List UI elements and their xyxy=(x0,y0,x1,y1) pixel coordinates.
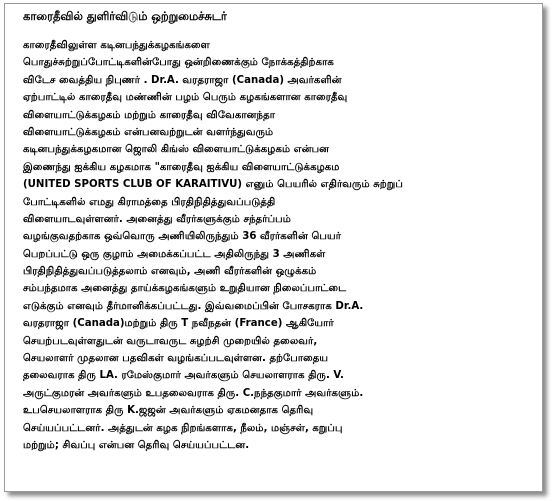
text-line: தலைவராக திரு LA. ரமேஸ்குமார் அவர்களும் செயலாளராக திரு. V. xyxy=(23,370,344,382)
text-line: விடேச வைத்திய நிபுணர் . Dr.A. வரதராஜா (Canada) அவர்களின் xyxy=(23,74,342,86)
text-line: உபசெயலாளராக திரு K.ஜஜன் அவர்களும் ஏகமனதாக தெரிவு xyxy=(23,405,314,417)
text-line: செயலாளர் முதலான பதவிகள் வழங்கப்படவுள்ளன. தற்போதைய xyxy=(23,353,329,365)
text-line: சம்பந்தமாக அனைத்து தாய்க்கழகங்களும் உறுதியான நிலைப்பாட்டை xyxy=(23,283,347,295)
text-line: பெறப்பட்டு ஒரு குழாம் அமைக்கப்பட்ட அதிலிருந்து 3 அணிகள் xyxy=(23,248,326,260)
text-line: விளையாட்டுக்கழகம் மற்றும் காரைதீவு விவேகானந்தா xyxy=(23,109,276,121)
text-line: விளையாட்டுக்கழகம் என்பனவற்றுடன் வளர்ந்துவரும் xyxy=(23,126,274,138)
text-line: இணைந்து ஐக்கிய கழகமாக "காரைதீவு ஐக்கிய விளையாட்டுக்கழகம xyxy=(23,161,340,173)
text-line: பொதுச்சுற்றுப்போட்டிகளின்போது ஒன்றிணைக்கும் நோக்கத்திற்காக xyxy=(23,57,334,69)
article-body xyxy=(23,37,537,454)
text-line: (UNITED SPORTS CLUB OF KARAITIVU) எனும் பெயரில் எதிர்வரும் சுற்றுப் xyxy=(23,179,403,191)
text-line: காரைதீவிலுள்ள கடினபந்துக்கழகங்களை xyxy=(23,40,210,51)
text-line: பிரதிநிதித்துவப்படுத்தலாம் எனவும், அணி வீரர்களின் ஒழுக்கம் xyxy=(23,266,317,278)
text-line: வரதராஜா (Canada)மற்றும் திரு T நவீநதன் (France) ஆகியோர் xyxy=(23,318,334,330)
text-line: போட்டிகளில் எமது கிராமத்தை பிரதிநிதித்துவப்படுத்தி xyxy=(23,196,276,208)
text-line: வழங்குவதற்காக ஒவ்வொரு அணியிலிருந்தும் 36 வீரர்களின் பெயர் xyxy=(23,231,342,243)
text-line: அருட்குமரன் அவர்களும் உபதலைவராக திரு. C.நந்தகுமார் அவர்களும். xyxy=(23,387,364,399)
text-line: மற்றும்; சிவப்பு என்பன தெரிவு செய்யப்பட்டன. xyxy=(23,439,250,451)
article-title: காரைதீவில் துளிர்விடும் ஒற்றுமைச்சுடர் xyxy=(23,9,227,23)
text-line: கடினபந்துக்கழகமான ஜொலி கிங்ஸ் விளையாட்டுக்கழகம் என்பன xyxy=(23,144,330,156)
article-frame xyxy=(4,3,543,492)
text-line: எடுக்கும் எனவும் தீர்மானிக்கப்பட்டது. இவ்வமைப்பின் போசகராக Dr.A. xyxy=(23,300,364,312)
text-line: செயற்படவுள்ளதுடன் வருடாவருட சுழற்சி முறையில் தலைவர், xyxy=(23,335,318,347)
text-line: விளையாடவுள்ளனர். அனைத்து வீரர்களுக்கும் சந்தர்ப்பம் xyxy=(23,213,291,225)
text-line: செய்யப்பட்டனர். அத்துடன் கழக நிறங்களாக, நீலம், மஞ்சள், கறுப்பு xyxy=(23,422,343,434)
text-line: ஏற்பாட்டில் காரைதீவு மண்ணின் பழம் பெரும் கழகங்களான காரைதீவு xyxy=(23,92,348,104)
